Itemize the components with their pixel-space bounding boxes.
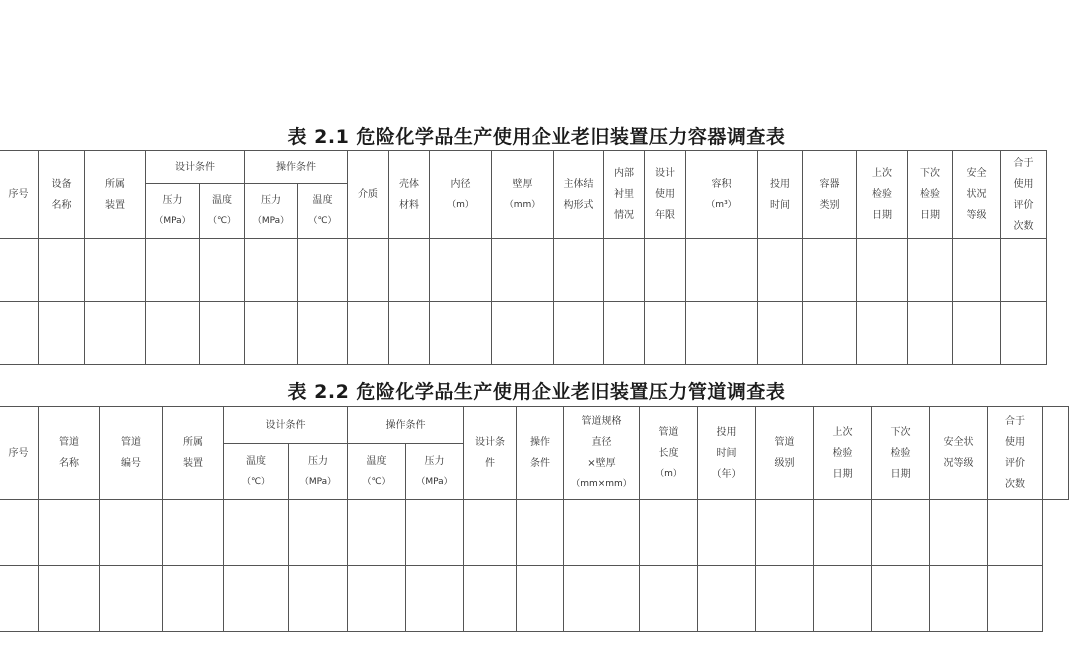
header-design-pressure: 压力 （MPa）	[289, 444, 348, 500]
table-cell[interactable]	[430, 302, 492, 365]
table-cell[interactable]	[698, 500, 756, 566]
table-cell[interactable]	[289, 500, 348, 566]
header-unit: 所属 装置	[85, 151, 146, 239]
header-seq: 序号	[0, 151, 39, 239]
header-commission-time: 投用 时间	[758, 151, 803, 239]
table-cell[interactable]	[930, 566, 988, 632]
table-cell[interactable]	[348, 500, 406, 566]
table-cell[interactable]	[564, 566, 640, 632]
header-structure: 主体结 构形式	[554, 151, 604, 239]
table-cell[interactable]	[517, 566, 564, 632]
table2-header-row-1	[0, 407, 1069, 444]
header-design-conditions: 设计条件	[146, 151, 245, 184]
header-next-inspection: 下次 检验 日期	[908, 151, 953, 239]
table-cell[interactable]	[686, 239, 758, 302]
table-cell[interactable]	[348, 302, 389, 365]
table-cell[interactable]	[988, 500, 1043, 566]
table-cell[interactable]	[146, 239, 200, 302]
table-cell[interactable]	[756, 566, 814, 632]
table-cell[interactable]	[0, 500, 39, 566]
table-cell[interactable]	[564, 500, 640, 566]
header-vessel-class: 容器 类别	[803, 151, 857, 239]
table-cell[interactable]	[163, 500, 224, 566]
table-cell[interactable]	[758, 302, 803, 365]
table-cell[interactable]	[430, 239, 492, 302]
table-cell[interactable]	[554, 302, 604, 365]
table-cell[interactable]	[0, 239, 39, 302]
header-next-inspection: 下次 检验 日期	[872, 407, 930, 500]
table-cell[interactable]	[245, 239, 298, 302]
table-cell[interactable]	[39, 566, 100, 632]
table1-body	[0, 239, 1047, 365]
table-cell[interactable]	[803, 239, 857, 302]
table2-body	[0, 500, 1069, 632]
header-fitness-eval: 合于 使用 评价 次数	[1001, 151, 1047, 239]
table-cell[interactable]	[406, 566, 464, 632]
table-cell[interactable]	[872, 566, 930, 632]
table-cell[interactable]	[100, 500, 163, 566]
table-cell[interactable]	[348, 566, 406, 632]
table-cell[interactable]	[640, 566, 698, 632]
table-cell[interactable]	[298, 302, 348, 365]
header-op-temp: 温度 （℃）	[348, 444, 406, 500]
header-design-pressure: 压力 （MPa）	[146, 184, 200, 239]
header-lining: 内部 衬里 情况	[604, 151, 645, 239]
table-cell[interactable]	[1001, 302, 1047, 365]
table-cell[interactable]	[988, 566, 1043, 632]
header-fitness-eval: 合于 使用 评价 次数	[988, 407, 1043, 500]
table-cell[interactable]	[289, 566, 348, 632]
header-pipe-length: 管道 长度 （m）	[640, 407, 698, 500]
header-op-pressure: 压力 （MPa）	[406, 444, 464, 500]
table-cell[interactable]	[224, 500, 289, 566]
table-cell[interactable]	[85, 302, 146, 365]
header-unit: 所属 装置	[163, 407, 224, 500]
header-volume: 容积 （m³）	[686, 151, 758, 239]
table-cell[interactable]	[85, 239, 146, 302]
table-row	[0, 500, 1069, 566]
header-commission-time: 投用 时间 （年）	[698, 407, 756, 500]
table-cell[interactable]	[686, 302, 758, 365]
table2-title: 表 2.2 危险化学品生产使用企业老旧装置压力管道调查表	[287, 381, 786, 403]
table-row	[0, 302, 1047, 365]
table-cell[interactable]	[554, 239, 604, 302]
header-equip-name: 设备 名称	[39, 151, 85, 239]
table-cell[interactable]	[814, 500, 872, 566]
table-row	[0, 239, 1047, 302]
header-safety-grade: 安全状 况等级	[930, 407, 988, 500]
header-design-cond: 设计条 件	[464, 407, 517, 500]
table-cell[interactable]	[756, 500, 814, 566]
table-cell[interactable]	[930, 500, 988, 566]
table-cell[interactable]	[604, 239, 645, 302]
header-medium: 介质	[348, 151, 389, 239]
table-cell[interactable]	[953, 239, 1001, 302]
header-op-pressure: 压力 （MPa）	[245, 184, 298, 239]
header-inner-diameter: 内径 （m）	[430, 151, 492, 239]
table-cell[interactable]	[492, 239, 554, 302]
table-cell[interactable]	[698, 566, 756, 632]
table-row	[0, 566, 1069, 632]
table-cell[interactable]	[803, 302, 857, 365]
header-pipe-spec: 管道规格 直径 ×壁厚 （mm×mm）	[564, 407, 640, 500]
header-wall-thickness: 壁厚 （mm）	[492, 151, 554, 239]
header-last-inspection: 上次 检验 日期	[857, 151, 908, 239]
header-pipe-class: 管道 级别	[756, 407, 814, 500]
header-seq: 序号	[0, 407, 39, 500]
pressure-vessel-table	[0, 150, 1047, 365]
table-cell[interactable]	[389, 302, 430, 365]
table-cell[interactable]	[348, 239, 389, 302]
table-cell[interactable]	[1001, 239, 1047, 302]
table-cell[interactable]	[200, 302, 245, 365]
table2-right-margin	[1043, 407, 1069, 500]
header-design-temp: 温度 （℃）	[224, 444, 289, 500]
header-op-cond: 操作 条件	[517, 407, 564, 500]
header-last-inspection: 上次 检验 日期	[814, 407, 872, 500]
table-cell[interactable]	[100, 566, 163, 632]
table1-title: 表 2.1 危险化学品生产使用企业老旧装置压力容器调查表	[287, 126, 786, 148]
table-cell[interactable]	[814, 566, 872, 632]
header-operating-conditions: 操作条件	[245, 151, 348, 184]
table-cell[interactable]	[464, 566, 517, 632]
table-cell[interactable]	[245, 302, 298, 365]
table-cell[interactable]	[464, 500, 517, 566]
header-operating-conditions: 操作条件	[348, 407, 464, 444]
header-design-life: 设计 使用 年限	[645, 151, 686, 239]
header-pipe-no: 管道 编号	[100, 407, 163, 500]
table-cell[interactable]	[908, 239, 953, 302]
pressure-pipe-table	[0, 406, 1069, 632]
table-cell[interactable]	[640, 500, 698, 566]
table-cell[interactable]	[758, 239, 803, 302]
table-cell[interactable]	[163, 566, 224, 632]
table-cell[interactable]	[39, 500, 100, 566]
table-cell[interactable]	[857, 302, 908, 365]
table-cell[interactable]	[645, 302, 686, 365]
table-cell[interactable]	[872, 500, 930, 566]
table-cell[interactable]	[645, 239, 686, 302]
table-cell[interactable]	[200, 239, 245, 302]
table-cell[interactable]	[0, 302, 39, 365]
table-cell[interactable]	[39, 239, 85, 302]
header-op-temp: 温度 （℃）	[298, 184, 348, 239]
table-cell[interactable]	[146, 302, 200, 365]
table-cell[interactable]	[298, 239, 348, 302]
table1-header-row-1	[0, 151, 1047, 184]
table-cell[interactable]	[908, 302, 953, 365]
table-cell[interactable]	[492, 302, 554, 365]
table-cell[interactable]	[39, 302, 85, 365]
table-cell[interactable]	[224, 566, 289, 632]
header-safety-grade: 安全 状况 等级	[953, 151, 1001, 239]
table-cell[interactable]	[953, 302, 1001, 365]
header-design-conditions: 设计条件	[224, 407, 348, 444]
table-cell[interactable]	[604, 302, 645, 365]
header-shell-material: 壳体 材料	[389, 151, 430, 239]
table-cell[interactable]	[0, 566, 39, 632]
table-cell[interactable]	[517, 500, 564, 566]
header-pipe-name: 管道 名称	[39, 407, 100, 500]
table-cell[interactable]	[389, 239, 430, 302]
table-cell[interactable]	[406, 500, 464, 566]
table-cell[interactable]	[857, 239, 908, 302]
header-design-temp: 温度 （℃）	[200, 184, 245, 239]
